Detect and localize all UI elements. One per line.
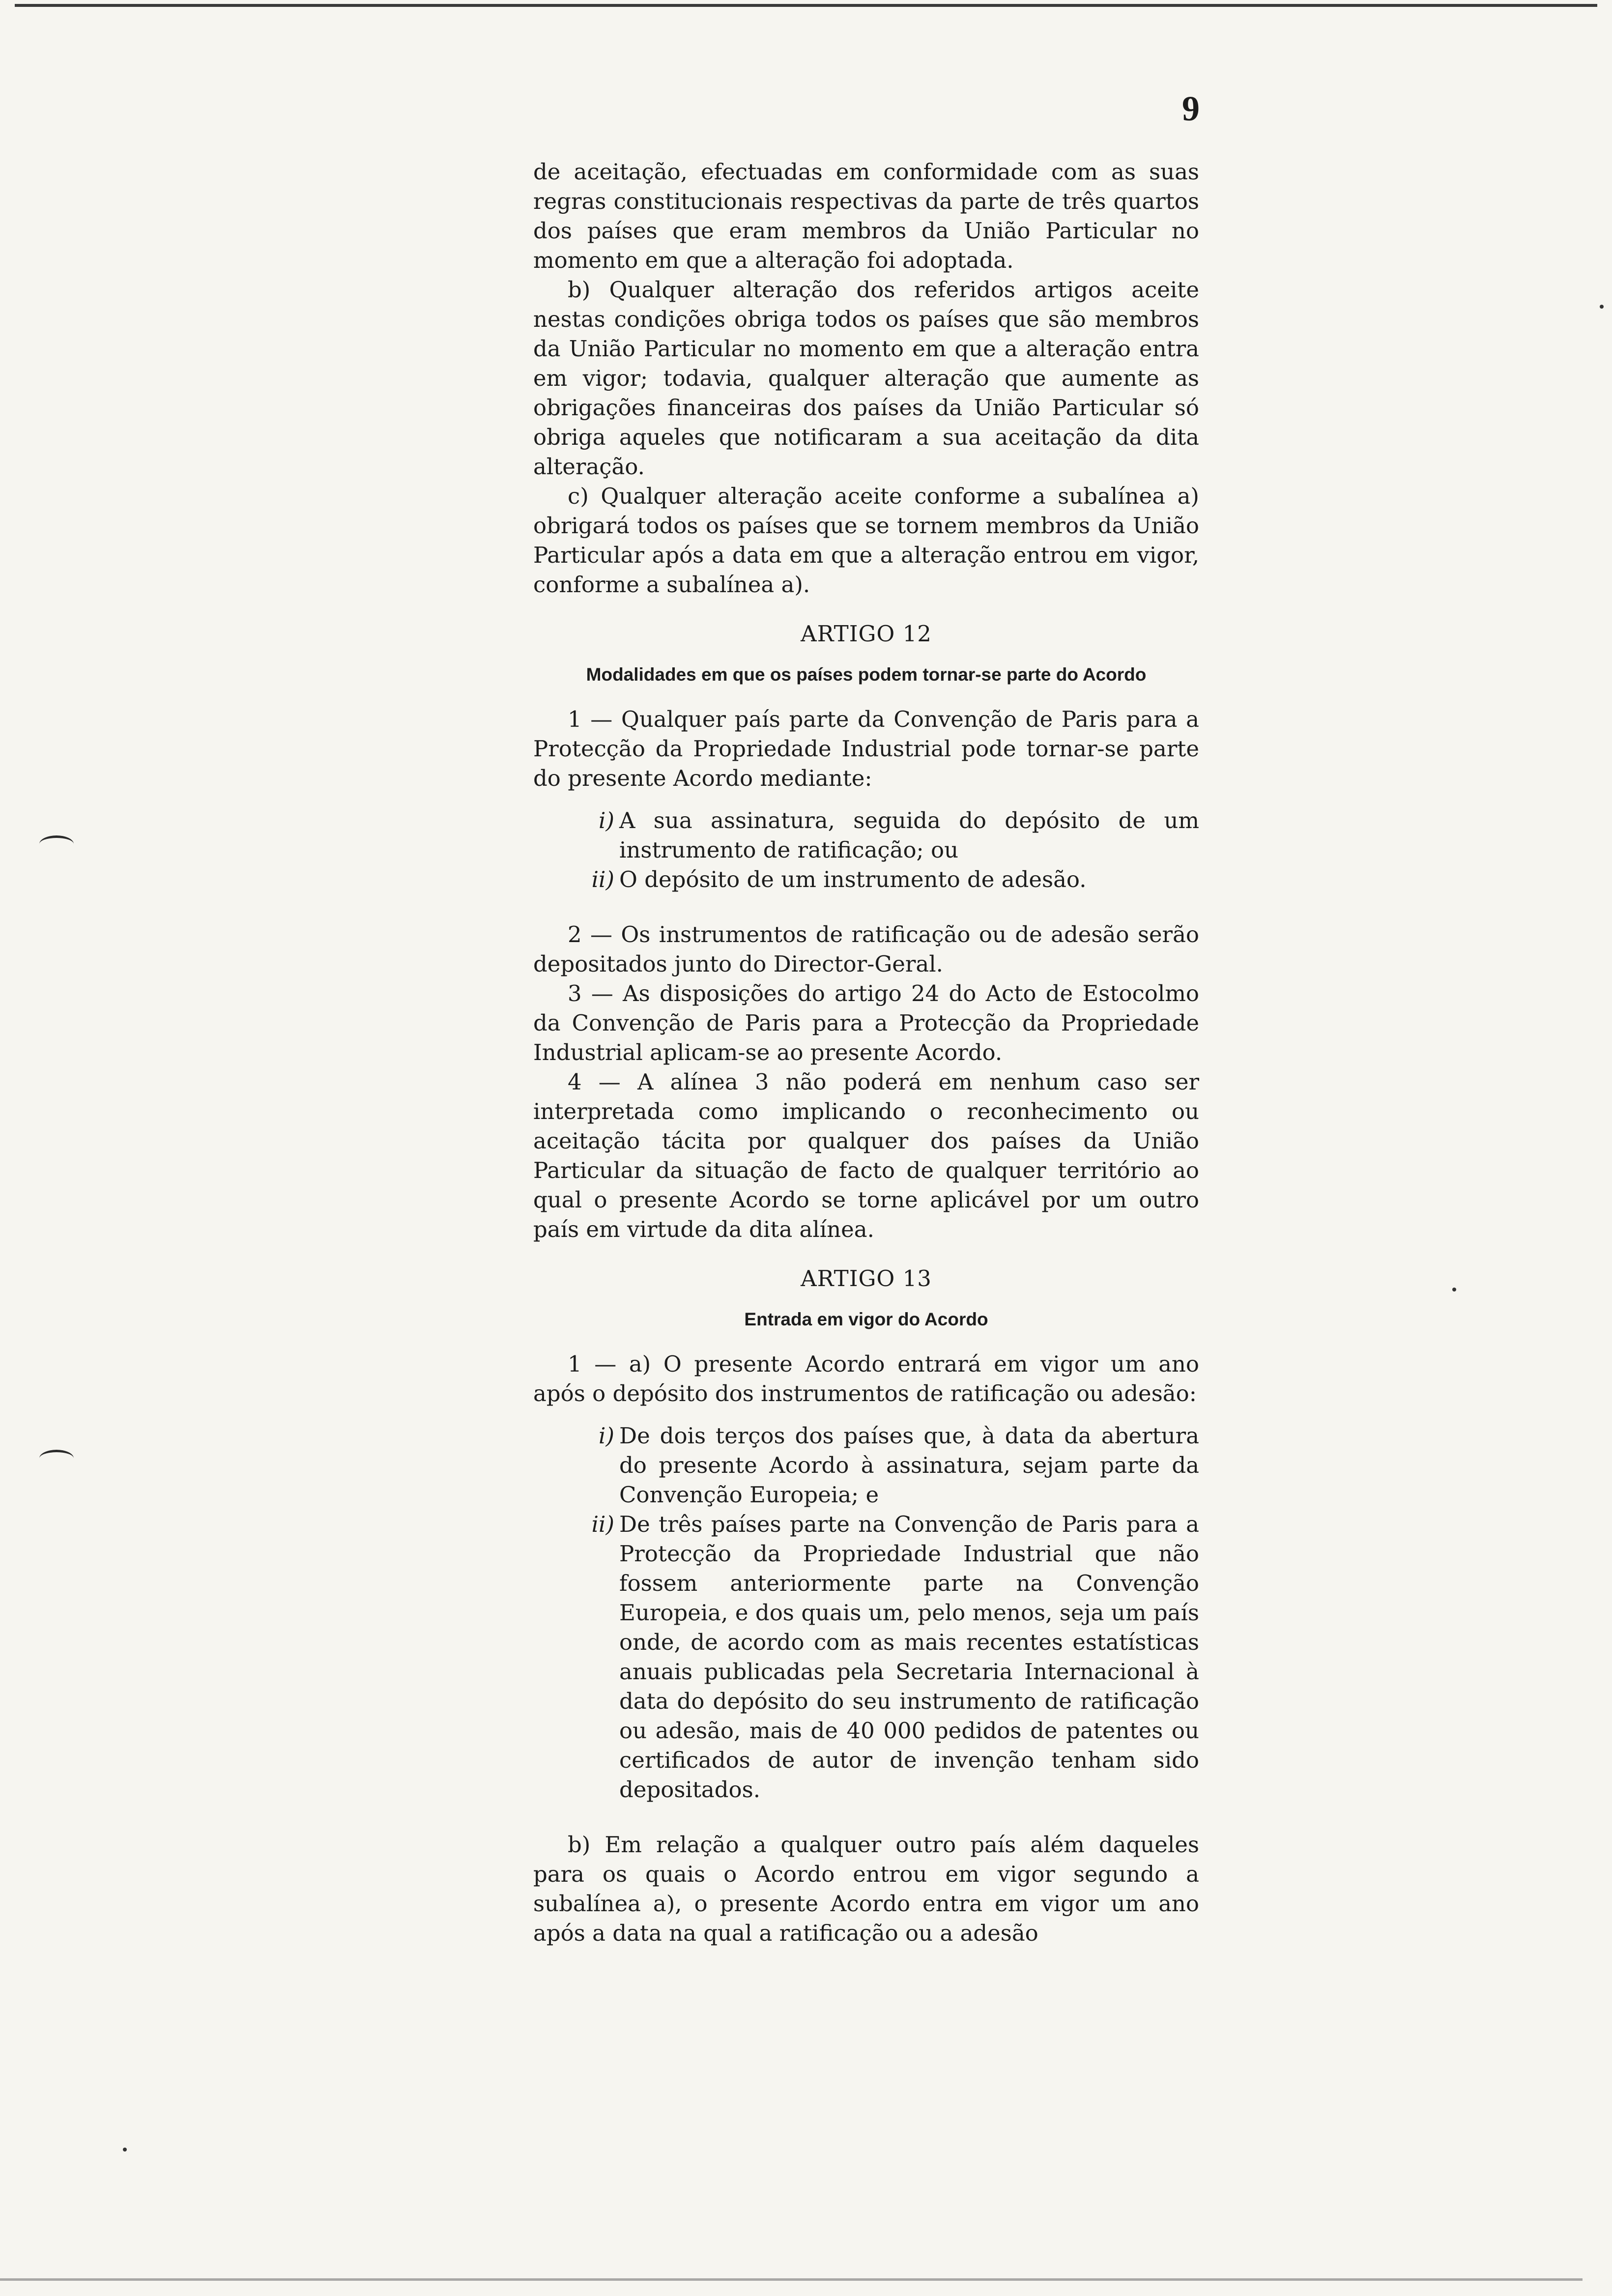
article-13-paragraph-b: b) Em relação a qualquer outro país além daqueles para os quais o Acordo entrou em vigor segundo a subalínea a), o presente Acordo entra em vigor um ano após a data na qual a ratificação ou a adesão [533, 1832, 1199, 1946]
article-12-subtitle: Modalidades em que os países podem tornar-se parte do Acordo [586, 664, 1147, 685]
article-12-paragraph-1: 1 — Qualquer país parte da Convenção de Paris para a Protecção da Propriedade Industrial pode tornar-se parte do presente Acordo mediante: [533, 706, 1199, 791]
item-text: A sua assinatura, seguida do depósito de um instrumento de ratificação; ou [619, 807, 1199, 863]
paragraph-b: b) Qualquer alteração dos referidos artigos aceite nestas condições obriga todos os países que são membros da União Particular no momento em que a alteração entra em vigor; todavia, qualquer alteração que aumente as obrigações financeiras dos países da União Particular só obriga aqueles que notificaram a sua aceitação da dita alteração. [533, 277, 1199, 480]
paragraph-c: c) Qualquer alteração aceite conforme a subalínea a) obrigará todos os países que se tornem membros da União Particular após a data em que a alteração entrou em vigor, conforme a subalínea a). [533, 483, 1199, 598]
article-13-item-i [599, 1421, 1199, 1510]
article-12-paragraph-2: 2 — Os instrumentos de ratificação ou de adesão serão depositados junto do Director-Geral. [533, 921, 1199, 977]
page-number: 9 [1182, 89, 1200, 128]
article-13-subtitle: Entrada em vigor do Acordo [744, 1309, 988, 1329]
item-marker: ii) [591, 1511, 614, 1537]
paragraph-continuation: de aceitação, efectuadas em conformidade com as suas regras constitucionais respectivas da parte de três quartos dos países que eram membros da União Particular no momento em que a alteração foi adoptada. [533, 159, 1199, 273]
item-text: De três países parte na Convenção de Paris para a Protecção da Propriedade Industrial que não fossem anteriormente parte na Convenção Europeia, e dos quais um, pelo menos, seja um país onde, de acordo com as mais recentes estatísticas anuais publicadas pela Secretaria Internacional à data do depósito do seu instrumento de ratificação ou adesão, mais de 40 000 pedidos de patentes ou certificados de autor de invenção tenham sido depositados. [619, 1511, 1199, 1803]
article-12-paragraph-4: 4 — A alínea 3 não poderá em nenhum caso ser interpretada como implicando o reconhecimento ou aceitação tácita por qualquer dos países da União Particular da situação de facto de qualquer território ao qual o presente Acordo se torne aplicável por um outro país em virtude da dita alínea. [533, 1069, 1199, 1242]
scan-speck [123, 2148, 127, 2152]
item-text: De dois terços dos países que, à data da abertura do presente Acordo à assinatura, sejam parte da Convenção Europeia; e [619, 1423, 1199, 1508]
item-marker: ii) [591, 866, 614, 892]
document-body [533, 157, 1199, 1948]
item-text: O depósito de um instrumento de adesão. [619, 866, 1087, 892]
scan-speck [1452, 1288, 1456, 1292]
scan-artifact [39, 1450, 74, 1467]
scan-speck [1600, 305, 1604, 309]
scan-artifact [39, 835, 74, 853]
item-marker: i) [599, 807, 614, 833]
article-13-heading: ARTIGO 13 [801, 1265, 932, 1292]
article-12-paragraph-3: 3 — As disposições do artigo 24 do Acto de Estocolmo da Convenção de Paris para a Protecção da Propriedade Industrial aplicam-se ao presente Acordo. [533, 980, 1199, 1065]
scan-bottom-edge [0, 2278, 1583, 2281]
item-marker: i) [599, 1423, 614, 1449]
article-13-paragraph-1: 1 — a) O presente Acordo entrará em vigor um ano após o depósito dos instrumentos de ratificação ou adesão: [533, 1351, 1199, 1406]
scan-top-edge [15, 4, 1597, 7]
article-12-heading: ARTIGO 12 [801, 621, 932, 647]
article-12-item-ii [591, 865, 1199, 894]
article-12-item-i [599, 806, 1199, 865]
article-13-item-ii [591, 1510, 1199, 1805]
